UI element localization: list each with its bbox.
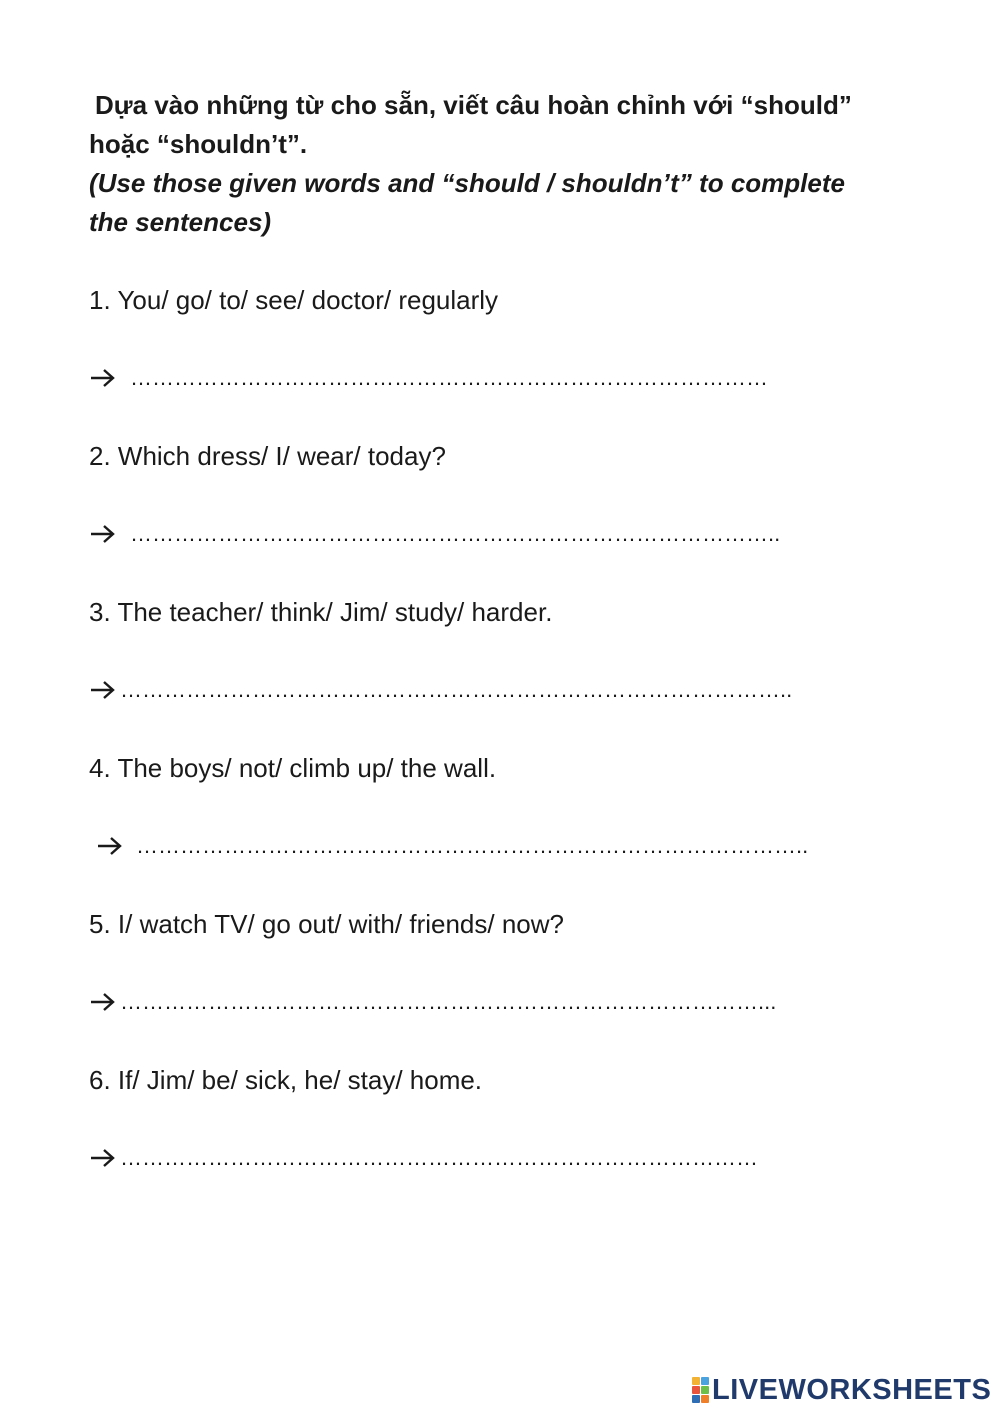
- answer-dots: ……………………………………………………………………………: [120, 1145, 758, 1170]
- arrow-right-icon: [89, 1147, 119, 1169]
- logo-text: LIVEWORKSHEETS: [712, 1373, 992, 1406]
- answer-dots: ……………………………………………………………………………..: [130, 521, 781, 546]
- answer-line-6[interactable]: [89, 1141, 758, 1175]
- exercise-prompt-6: 6. If/ Jim/ be/ sick, he/ stay/ home.: [89, 1065, 483, 1095]
- answer-dots: ………………………………………………………………………………..: [136, 833, 809, 858]
- arrow-right-icon: [96, 835, 126, 857]
- answer-dots: ……………………………………………………………………………...: [120, 989, 777, 1014]
- answer-line-5[interactable]: [89, 985, 776, 1019]
- exercise-prompt-5: 5. I/ watch TV/ go out/ with/ friends/ now?: [89, 909, 564, 939]
- answer-line-3[interactable]: [89, 673, 792, 707]
- liveworksheets-logo: [692, 1374, 991, 1406]
- arrow-right-icon: [89, 523, 119, 545]
- logo-tile: [701, 1377, 709, 1385]
- exercise-prompt-4: 4. The boys/ not/ climb up/ the wall.: [89, 753, 497, 783]
- instruction-english-line-2: the sentences): [89, 207, 272, 237]
- logo-tile: [692, 1395, 700, 1403]
- logo-tile: [701, 1386, 709, 1394]
- logo-tiles-icon: [692, 1377, 709, 1403]
- instruction-english-line-1: (Use those given words and “should / shouldn’t” to complete: [89, 168, 845, 198]
- instruction-vietnamese-line-2: hoặc “shouldn’t”.: [89, 129, 308, 159]
- arrow-right-icon: [89, 991, 119, 1013]
- arrow-right-icon: [89, 679, 119, 701]
- logo-tile: [692, 1377, 700, 1385]
- logo-tile: [692, 1386, 700, 1394]
- instruction-vietnamese-line-1: Dựa vào những từ cho sẵn, viết câu hoàn chỉnh với “should”: [95, 90, 852, 120]
- logo-tile: [701, 1395, 709, 1403]
- exercise-prompt-1: 1. You/ go/ to/ see/ doctor/ regularly: [89, 285, 499, 315]
- answer-dots: ……………………………………………………………………………: [130, 365, 768, 390]
- answer-dots: ………………………………………………………………………………..: [120, 677, 793, 702]
- answer-line-2[interactable]: [89, 517, 780, 551]
- answer-line-4[interactable]: [96, 829, 808, 863]
- arrow-right-icon: [89, 367, 119, 389]
- instructions: [89, 86, 919, 242]
- answer-line-1[interactable]: [89, 361, 768, 395]
- exercise-prompt-2: 2. Which dress/ I/ wear/ today?: [89, 441, 446, 471]
- exercise-prompt-3: 3. The teacher/ think/ Jim/ study/ harder.: [89, 597, 553, 627]
